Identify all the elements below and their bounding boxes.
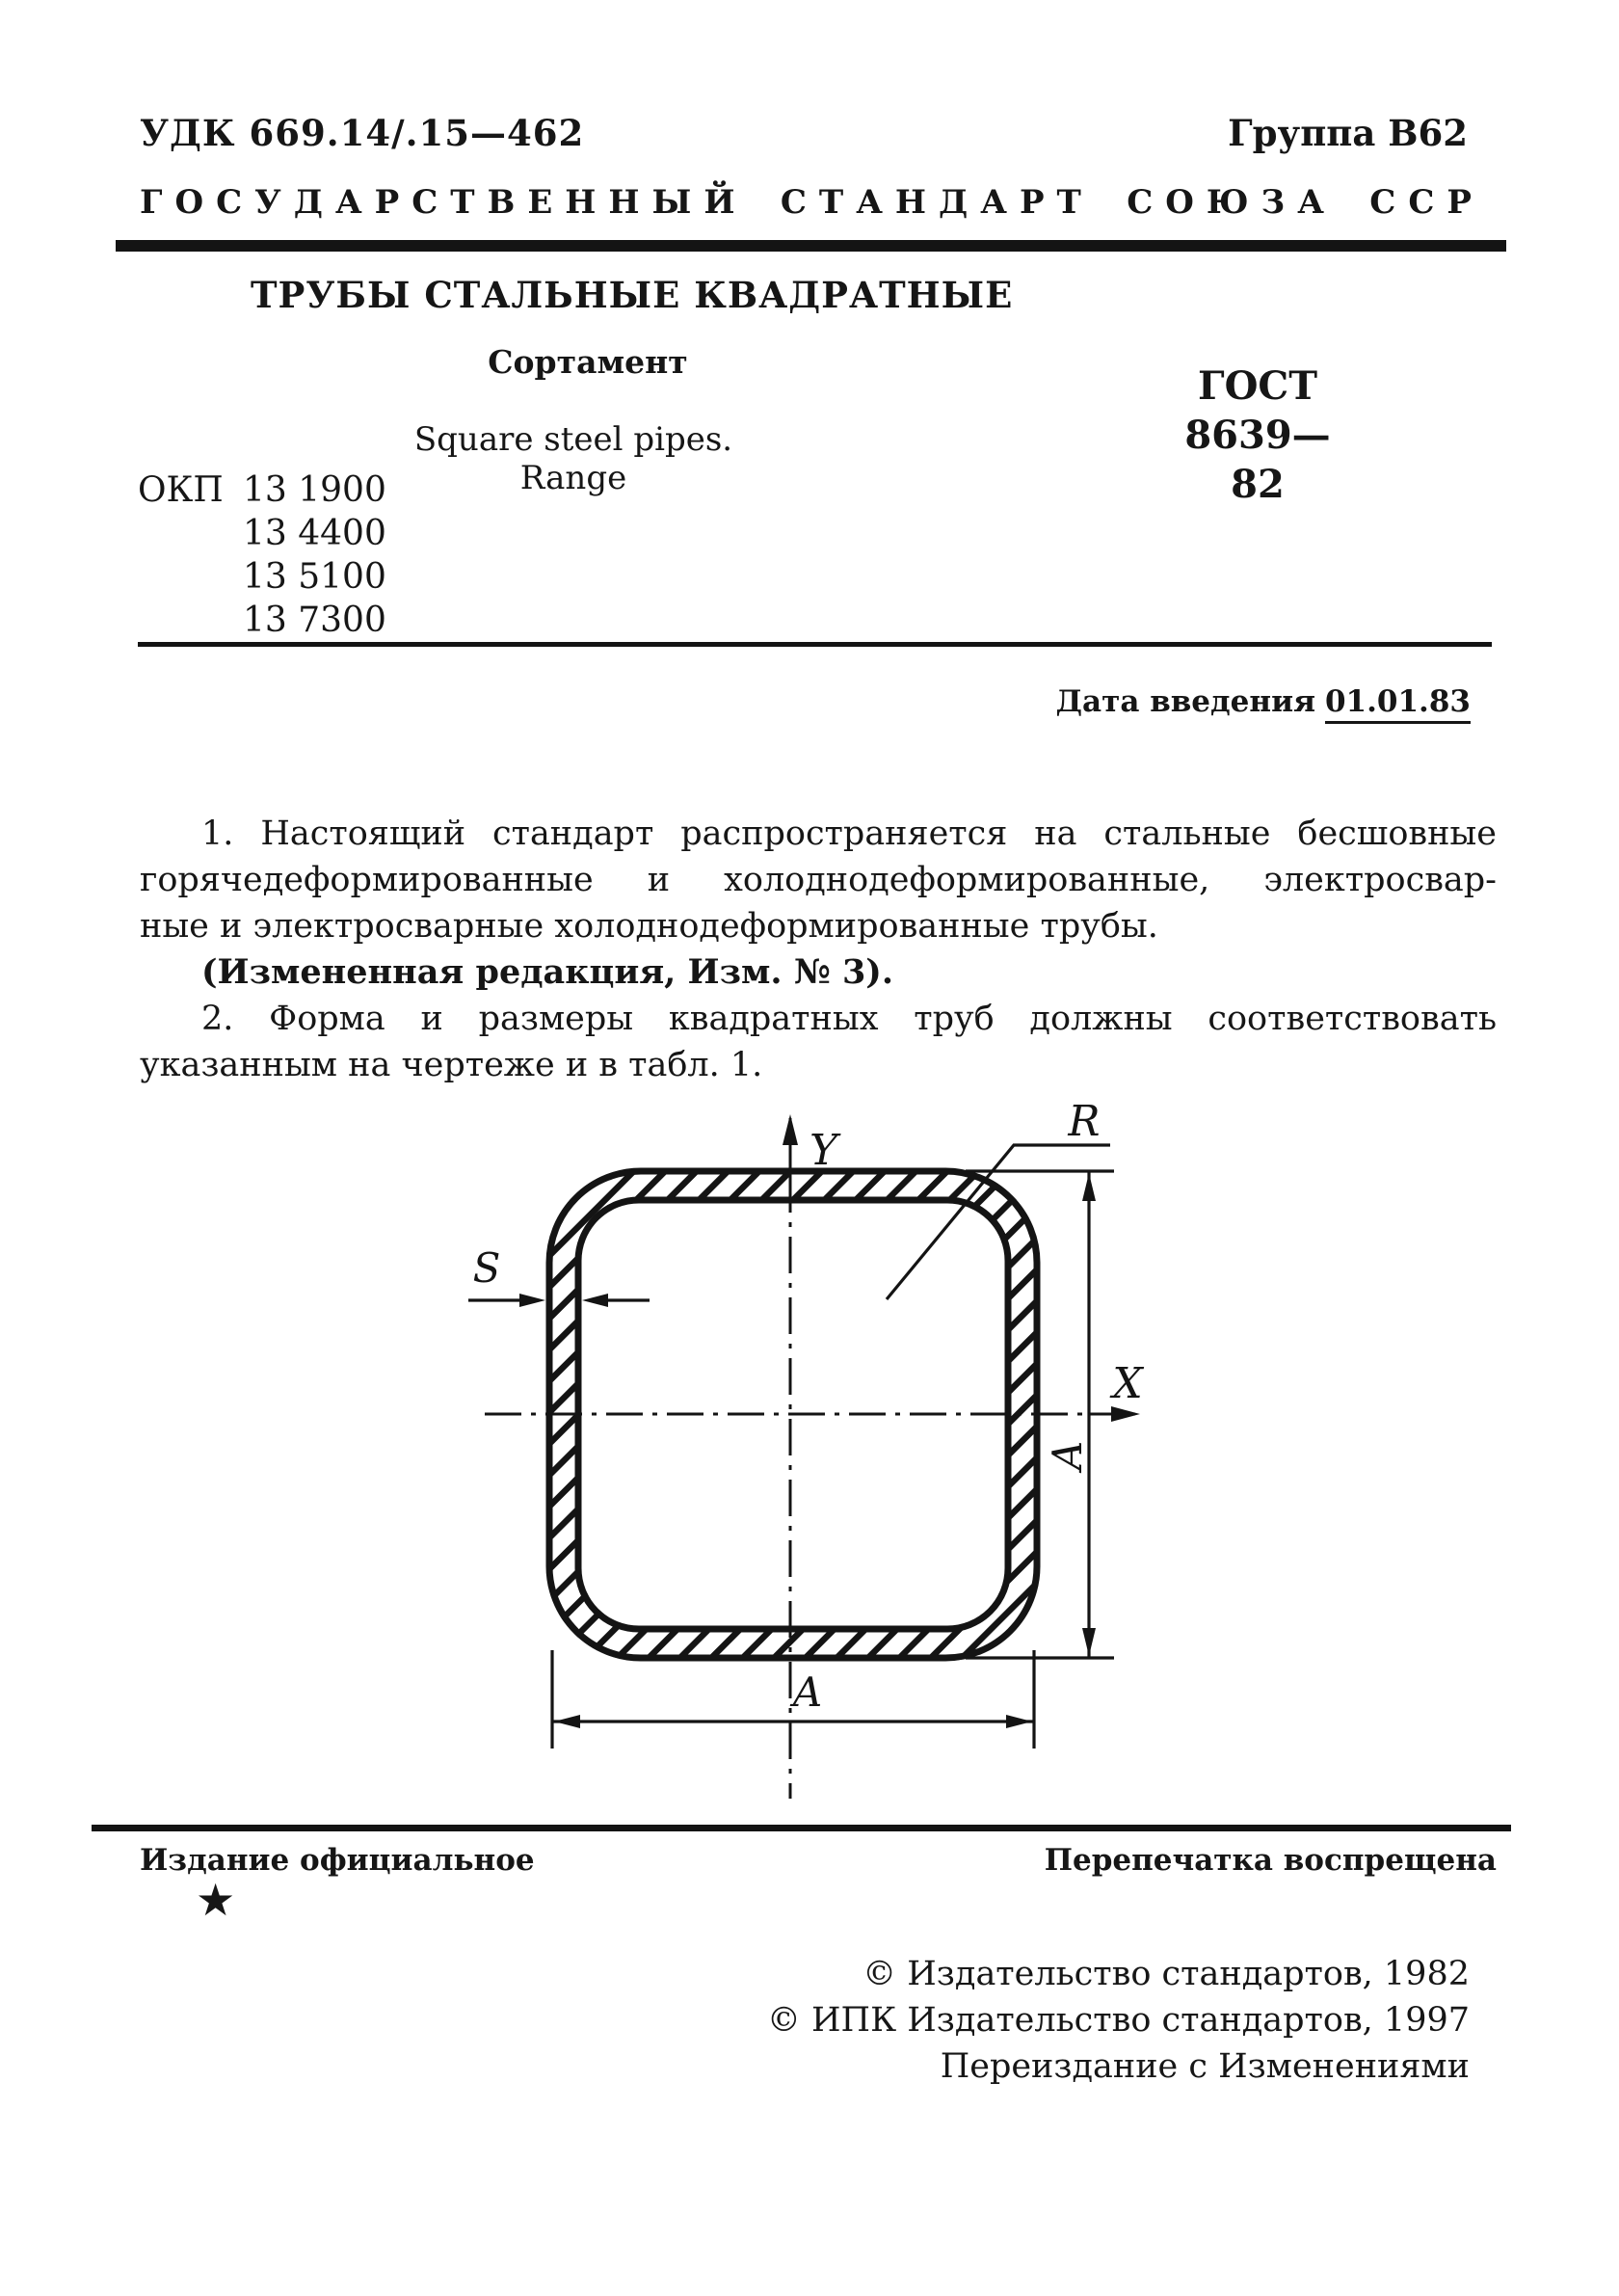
document-subtitle: Сортамент [488,343,688,381]
thickness-label: S [472,1244,501,1292]
document-subtitle-en: Square steel pipes. Range [413,420,733,497]
okp-codes-block [138,468,386,642]
okp-row [138,512,386,555]
y-axis-label: Y [810,1126,838,1175]
document-title: ТРУБЫ СТАЛЬНЫЕ КВАДРАТНЫЕ [251,274,1014,316]
footer-rule [92,1825,1511,1831]
okp-code: 13 7300 [243,601,386,640]
official-edition-label: Издание официальное [140,1843,535,1878]
paragraph-2-line-2: указанным на чертеже и в табл. 1. [140,1046,763,1084]
reissue-note: Переиздание с Изменениями [940,2047,1470,2086]
radius-label: R [1068,1097,1101,1146]
group-code: Группа В62 [1228,112,1468,154]
org-word-3: СОЮЗА [1127,183,1337,222]
amendment-note: (Измененная редакция, Изм. № 3). [201,952,894,992]
okp-code: 13 4400 [243,514,386,553]
okp-label: ОКП [138,470,224,510]
okp-code: 13 1900 [243,470,386,510]
gost-label: ГОСТ [1197,363,1318,409]
gost-designation [1171,361,1344,509]
width-dimension-label: A [792,1669,823,1716]
paragraph-1-line-1: 1. Настоящий стандарт распространяется на стальные бесшовные [201,814,1497,853]
reprint-prohibited-label: Перепечатка воспрещена [1044,1843,1497,1878]
body-text [140,811,1497,1088]
org-word-4: ССР [1369,183,1484,222]
copyright-1982: © Издательство стандартов, 1982 [863,1955,1470,1993]
okp-code: 13 5100 [243,557,386,597]
introduction-date [1055,684,1471,719]
pipe-cross-section-drawing [0,1080,1619,1831]
standard-org-title [140,183,1484,222]
paragraph-1-line-3: ные и электросварные холоднодеформированные трубы. [140,907,1158,946]
copyright-block [767,1951,1470,2090]
gost-number: 8639—82 [1184,413,1331,507]
section-rule [138,642,1492,647]
header-rule [116,240,1506,252]
date-label: Дата введения [1055,684,1315,719]
copyright-1997: © ИПК Издательство стандартов, 1997 [766,2001,1470,2040]
star-icon: ★ [196,1874,236,1926]
okp-row [138,468,386,512]
org-word-1: ГОСУДАРСТВЕННЫЙ [140,183,748,222]
x-axis-label: X [1112,1359,1143,1408]
okp-row [138,555,386,599]
paragraph-2-line-1: 2. Форма и размеры квадратных труб должны соответствовать [201,1000,1497,1038]
org-word-2: СТАНДАРТ [780,183,1094,222]
height-dimension-label: A [1044,1440,1091,1471]
date-value: 01.01.83 [1325,684,1471,724]
okp-row [138,599,386,642]
paragraph-1-line-2: горячедеформированные и холоднодеформированные, электросвар- [140,861,1497,899]
udk-code: УДК 669.14/.15—462 [140,112,585,154]
